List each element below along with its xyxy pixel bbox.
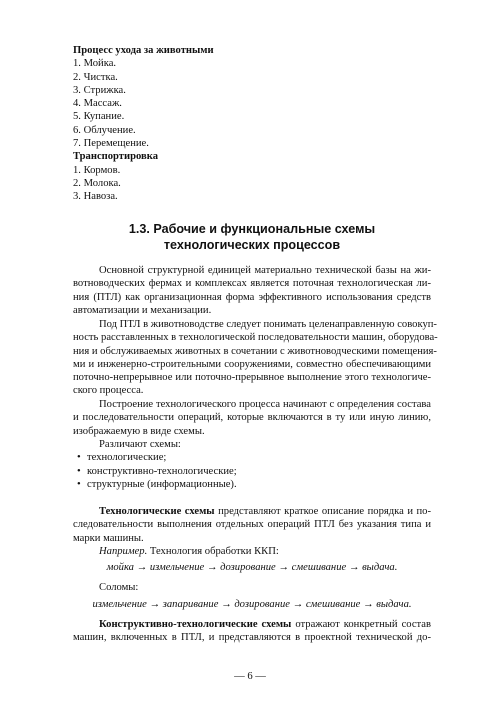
paragraph-constructive-schemes — [73, 618, 431, 645]
paragraph-line: поточно-непрерывное или поточно-прерывное выполнение этого технологиче- — [73, 372, 431, 384]
list-item: 5. Купание. — [73, 111, 125, 123]
list-item: 1. Кормов. — [73, 164, 121, 176]
example-text: Технология обработки ККП: — [149, 546, 279, 557]
term: Конструктивно-технологические схемы — [99, 619, 292, 630]
paragraph-line: Основной структурной единицей материально технической базы на жи- — [99, 265, 431, 276]
bullet-text: структурные (информационные). — [87, 478, 237, 490]
flow-kkp: мойка → измельчение → дозирование → смешивание → выдача. — [106, 562, 398, 573]
bullet-text: конструктивно-технологические; — [87, 465, 237, 477]
bullet-icon: • — [77, 478, 81, 490]
bullet-item — [73, 465, 431, 478]
straw-label: Соломы: — [99, 582, 139, 593]
paragraph-3 — [73, 398, 431, 438]
paragraph-line — [73, 618, 431, 631]
scheme-types-intro: Различают схемы: — [99, 439, 181, 450]
paragraph-line: ми и инженерно-строительными сооружениями, совместно обеспечивающими — [73, 358, 431, 370]
paragraph-line: Под ПТЛ в животноводстве следует понимать целенаправленную совокуп- — [99, 319, 437, 330]
section-title-line-2: технологических процессов — [163, 238, 341, 252]
bullet-icon: • — [77, 452, 81, 464]
bullet-item — [73, 478, 431, 491]
example-label: Например. — [99, 546, 148, 557]
paragraph-text: отражают конкретный состав — [295, 619, 431, 630]
care-process-list — [73, 44, 431, 204]
paragraph-line — [73, 505, 431, 518]
list-item: 4. Массаж. — [73, 98, 122, 110]
flow-straw: измельчение → запаривание → дозирование → смешивание → выдача. — [92, 599, 412, 610]
paragraph-line: Построение технологического процесса начинают с определения состава — [99, 399, 431, 410]
paragraph-technological-schemes — [73, 505, 431, 545]
list-item: 2. Чистка. — [73, 71, 118, 83]
paragraph-2 — [73, 318, 438, 398]
list-item: 7. Перемещение. — [73, 138, 149, 150]
scheme-types — [73, 438, 431, 491]
bullet-icon: • — [77, 465, 81, 477]
list-item: 2. Молока. — [73, 177, 121, 189]
transport-title: Транспортировка — [73, 151, 159, 163]
care-process-title: Процесс ухода за животными — [73, 45, 214, 56]
paragraph-text: представляют краткое описание порядка и по- — [218, 506, 432, 517]
example — [73, 545, 431, 558]
paragraph-line: ского процесса. — [73, 385, 144, 397]
paragraph-line: машин, включенных в ПТЛ, и представляются в проектной технической до- — [73, 632, 431, 644]
section-title-line-1: 1.3. Рабочие и функциональные схемы — [128, 222, 376, 236]
paragraph-line: и последовательности операций, которые включаются в ту или иную линию, — [73, 412, 431, 424]
paragraph-line: изображаемую в виде схемы. — [73, 425, 205, 437]
paragraph-line: автоматизации и механизации. — [73, 304, 212, 316]
term: Технологические схемы — [99, 506, 215, 517]
bullet-item — [73, 451, 431, 464]
page-number: — 6 — — [234, 671, 266, 682]
straw — [73, 581, 431, 594]
paragraph-line: ния и обслуживаемых животных в сочетании с животноводческими помещения- — [73, 345, 437, 357]
paragraph-1 — [73, 264, 431, 317]
list-item: 6. Облучение. — [73, 124, 136, 136]
list-item: 3. Навоза. — [73, 191, 118, 203]
list-item: 1. Мойка. — [73, 58, 117, 70]
section-heading — [60, 221, 444, 253]
example-line — [73, 545, 431, 558]
paragraph-line: ность расставленных в технологической последовательности машин, оборудова- — [73, 332, 438, 344]
paragraph-line: вотноводческих фермах и комплексах является поточная технологическая ли- — [73, 278, 431, 290]
list-item: 3. Стрижка. — [73, 84, 126, 96]
paragraph-line: марки машины. — [73, 532, 144, 544]
paragraph-line: следовательности выполнения отдельных операций ПТЛ без указания типа и — [73, 519, 431, 531]
paragraph-line: ния (ПТЛ) как организационная форма эффективного использования средств — [73, 291, 431, 303]
bullet-text: технологические; — [87, 452, 167, 464]
